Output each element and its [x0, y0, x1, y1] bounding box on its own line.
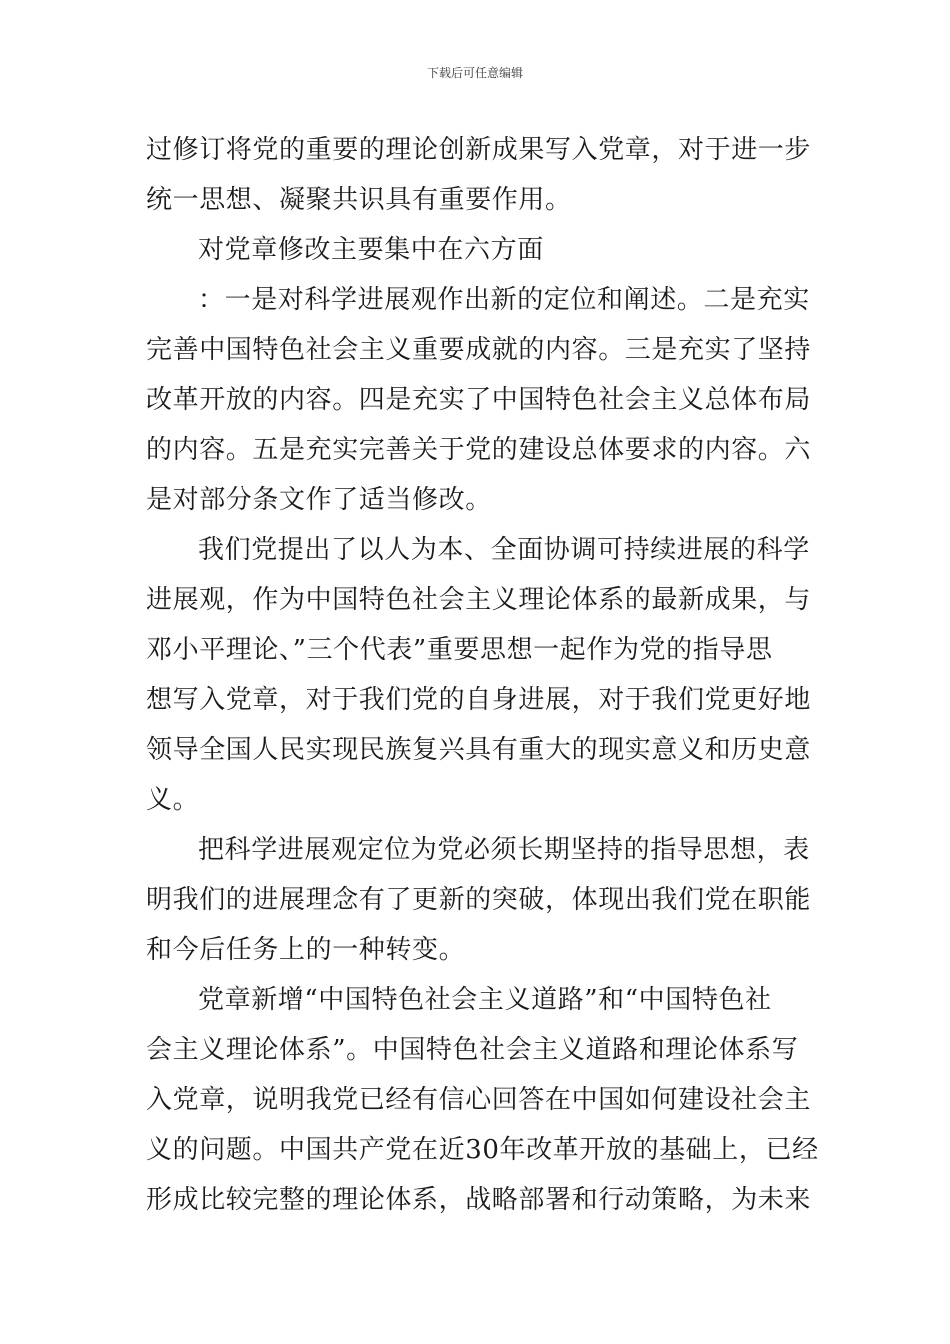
document-body	[146, 125, 819, 1225]
text-line: 会主义理论体系”。中国特色社会主义道路和理论体系写	[146, 1035, 799, 1065]
text-line: 想写入党章，对于我们党的自身进展，对于我们党更好地	[146, 685, 812, 715]
text-line: 改革开放的内容。四是充实了中国特色社会主义总体布局	[146, 385, 812, 415]
page-header: 下载后可任意编辑	[426, 66, 523, 80]
text-line: 我们党提出了以人为本、全面协调可持续进展的科学	[198, 535, 810, 565]
text-line: 领导全国人民实现民族复兴具有重大的现实意义和历史意	[146, 735, 812, 765]
text-line: 明我们的进展理念有了更新的突破，体现出我们党在职能	[146, 885, 812, 915]
text-line: 对党章修改主要集中在六方面	[198, 235, 544, 265]
text-line: ：一是对科学进展观作出新的定位和阐述。二是充实	[198, 285, 810, 315]
text-line: 是对部分条文作了适当修改。	[146, 485, 492, 515]
text-line: 党章新增“中国特色社会主义道路”和“中国特色社	[198, 985, 772, 1015]
text-line: 入党章，说明我党已经有信心回答在中国如何建设社会主	[146, 1085, 812, 1115]
text-line: 完善中国特色社会主义重要成就的内容。三是充实了坚持	[146, 335, 812, 365]
text-line: 形成比较完整的理论体系，战略部署和行动策略，为未来	[146, 1185, 812, 1215]
text-line: 过修订将党的重要的理论创新成果写入党章，对于进一步	[146, 135, 812, 165]
text-line: 义的问题。中国共产党在近30年改革开放的基础上，已经	[146, 1135, 819, 1165]
text-line: 统一思想、凝聚共识具有重要作用。	[146, 185, 572, 215]
text-line: 和今后任务上的一种转变。	[146, 935, 466, 965]
text-line: 邓小平理论、”三个代表”重要思想一起作为党的指导思	[146, 635, 773, 665]
text-line: 进展观，作为中国特色社会主义理论体系的最新成果，与	[146, 585, 812, 615]
text-line: 把科学进展观定位为党必须长期坚持的指导思想，表	[198, 835, 810, 865]
text-line: 的内容。五是充实完善关于党的建设总体要求的内容。六	[146, 435, 812, 465]
text-line: 义。	[146, 785, 200, 815]
